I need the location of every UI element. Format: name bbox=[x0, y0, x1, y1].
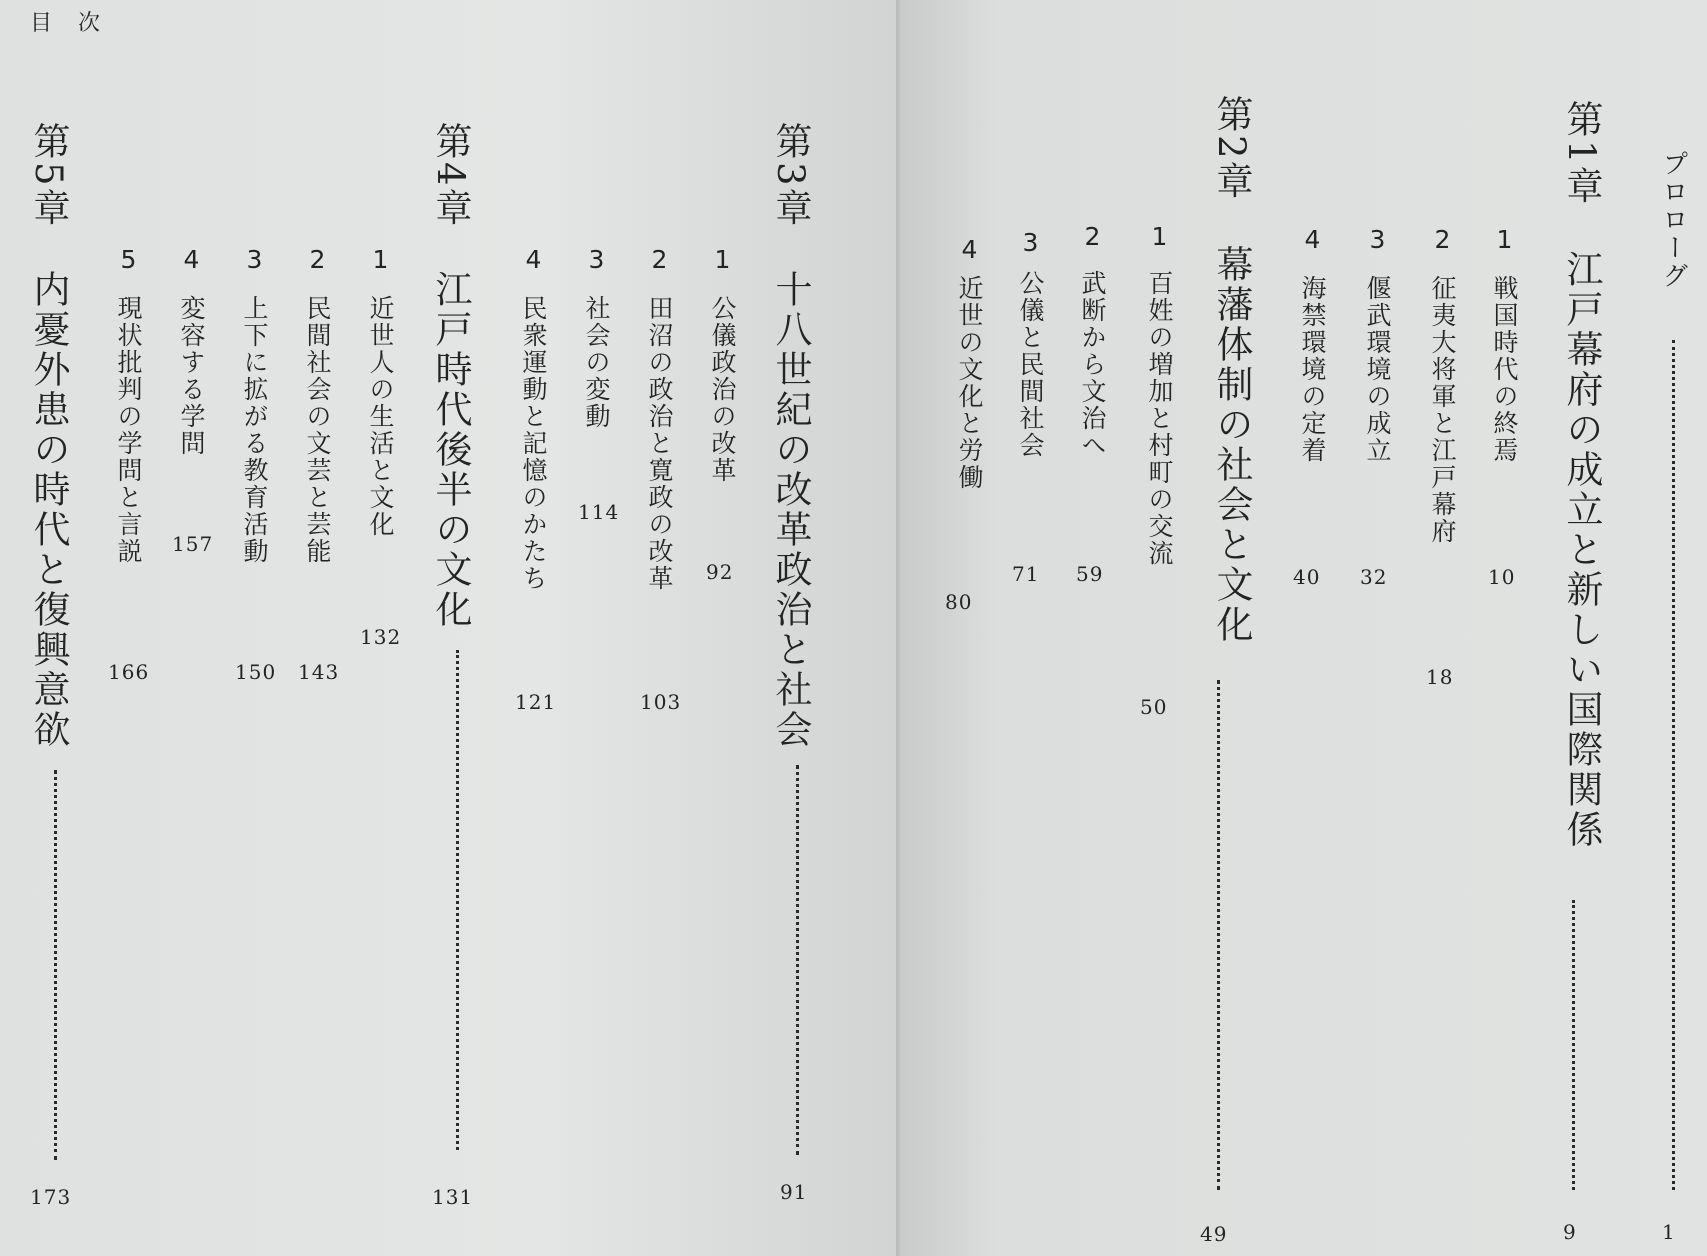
ch4-sec5-title: 現状批判の学問と言説 bbox=[114, 295, 143, 565]
chapter-1-leader bbox=[1572, 900, 1575, 1190]
ch2-sec4-title: 近世の文化と労働 bbox=[955, 275, 984, 491]
ch1-sec2-title: 征夷大将軍と江戸幕府 bbox=[1428, 275, 1457, 545]
ch4-sec5-num: 5 bbox=[114, 245, 143, 274]
ch2-sec2-num: 2 bbox=[1078, 222, 1107, 251]
prologue-page: 1 bbox=[1662, 1220, 1676, 1244]
ch4-sec3-page: 150 bbox=[235, 660, 277, 684]
ch1-sec3-page: 32 bbox=[1360, 565, 1388, 589]
chapter-1-page: 9 bbox=[1563, 1220, 1577, 1244]
chapter-3-label: 第3章 bbox=[769, 122, 812, 229]
ch1-sec3-title: 偃武環境の成立 bbox=[1363, 275, 1392, 464]
ch4-sec1-page: 132 bbox=[360, 625, 402, 649]
ch2-sec2-page: 59 bbox=[1076, 562, 1104, 586]
ch3-sec2-num: 2 bbox=[645, 245, 674, 274]
ch1-sec2-num: 2 bbox=[1428, 225, 1457, 254]
ch4-sec4-page: 157 bbox=[172, 532, 214, 556]
chapter-4-leader bbox=[456, 650, 459, 1150]
ch1-sec1-num: 1 bbox=[1490, 225, 1519, 254]
chapter-4-page: 131 bbox=[432, 1185, 474, 1209]
ch3-sec1-title: 公儀政治の改革 bbox=[708, 295, 737, 484]
ch1-sec1-title: 戦国時代の終焉 bbox=[1490, 275, 1519, 464]
chapter-1-label: 第1章 bbox=[1560, 100, 1603, 207]
ch3-sec4-page: 121 bbox=[515, 690, 557, 714]
chapter-5-page: 173 bbox=[30, 1185, 72, 1209]
chapter-1-title: 江戸幕府の成立と新しい国際関係 bbox=[1560, 250, 1603, 850]
chapter-5-leader bbox=[54, 770, 57, 1160]
chapter-4-title: 江戸時代後半の文化 bbox=[429, 270, 472, 630]
ch4-sec2-page: 143 bbox=[298, 660, 340, 684]
chapter-2-leader bbox=[1217, 680, 1220, 1190]
ch2-sec3-page: 71 bbox=[1012, 562, 1040, 586]
ch1-sec4-title: 海禁環境の定着 bbox=[1298, 275, 1327, 464]
chapter-2-page: 49 bbox=[1200, 1222, 1228, 1246]
ch4-sec2-num: 2 bbox=[303, 245, 332, 274]
ch3-sec4-title: 民衆運動と記憶のかたち bbox=[519, 295, 548, 592]
prologue-title: プロローグ bbox=[1658, 150, 1688, 290]
ch3-sec4-num: 4 bbox=[519, 245, 548, 274]
ch4-sec3-num: 3 bbox=[240, 245, 269, 274]
chapter-4-label: 第4章 bbox=[429, 122, 472, 229]
right-page bbox=[900, 0, 1707, 1256]
ch1-sec4-num: 4 bbox=[1298, 225, 1327, 254]
ch1-sec1-page: 10 bbox=[1488, 565, 1516, 589]
ch1-sec2-page: 18 bbox=[1426, 665, 1454, 689]
ch2-sec2-title: 武断から文治へ bbox=[1078, 270, 1107, 459]
ch3-sec3-title: 社会の変動 bbox=[582, 295, 611, 430]
ch3-sec1-num: 1 bbox=[708, 245, 737, 274]
ch1-sec4-page: 40 bbox=[1293, 565, 1321, 589]
ch4-sec5-page: 166 bbox=[108, 660, 150, 684]
ch2-sec4-num: 4 bbox=[955, 235, 984, 264]
chapter-3-page: 91 bbox=[780, 1180, 808, 1204]
chapter-3-leader bbox=[796, 765, 799, 1155]
ch3-sec1-page: 92 bbox=[706, 560, 734, 584]
ch4-sec2-title: 民間社会の文芸と芸能 bbox=[303, 295, 332, 565]
ch3-sec2-title: 田沼の政治と寛政の改革 bbox=[645, 295, 674, 592]
ch2-sec1-num: 1 bbox=[1145, 222, 1174, 251]
chapter-2-label: 第2章 bbox=[1210, 95, 1253, 202]
chapter-5-label: 第5章 bbox=[27, 122, 70, 229]
ch2-sec1-page: 50 bbox=[1140, 695, 1168, 719]
chapter-3-title: 十八世紀の改革政治と社会 bbox=[769, 270, 812, 750]
chapter-2-title: 幕藩体制の社会と文化 bbox=[1210, 245, 1253, 645]
ch3-sec3-page: 114 bbox=[578, 500, 620, 524]
ch2-sec1-title: 百姓の増加と村町の交流 bbox=[1145, 270, 1174, 567]
ch3-sec2-page: 103 bbox=[640, 690, 682, 714]
ch2-sec3-title: 公儀と民間社会 bbox=[1016, 270, 1045, 459]
chapter-5-title: 内憂外患の時代と復興意欲 bbox=[27, 270, 70, 750]
mokuji-header: 目 次 bbox=[30, 11, 103, 36]
ch4-sec4-title: 変容する学問 bbox=[177, 295, 206, 457]
ch3-sec3-num: 3 bbox=[582, 245, 611, 274]
ch1-sec3-num: 3 bbox=[1363, 225, 1392, 254]
ch4-sec3-title: 上下に拡がる教育活動 bbox=[240, 295, 269, 565]
ch2-sec4-page: 80 bbox=[945, 590, 973, 614]
prologue-leader bbox=[1672, 340, 1675, 1190]
ch4-sec1-num: 1 bbox=[366, 245, 395, 274]
ch2-sec3-num: 3 bbox=[1016, 228, 1045, 257]
ch4-sec4-num: 4 bbox=[177, 245, 206, 274]
ch4-sec1-title: 近世人の生活と文化 bbox=[366, 295, 395, 538]
